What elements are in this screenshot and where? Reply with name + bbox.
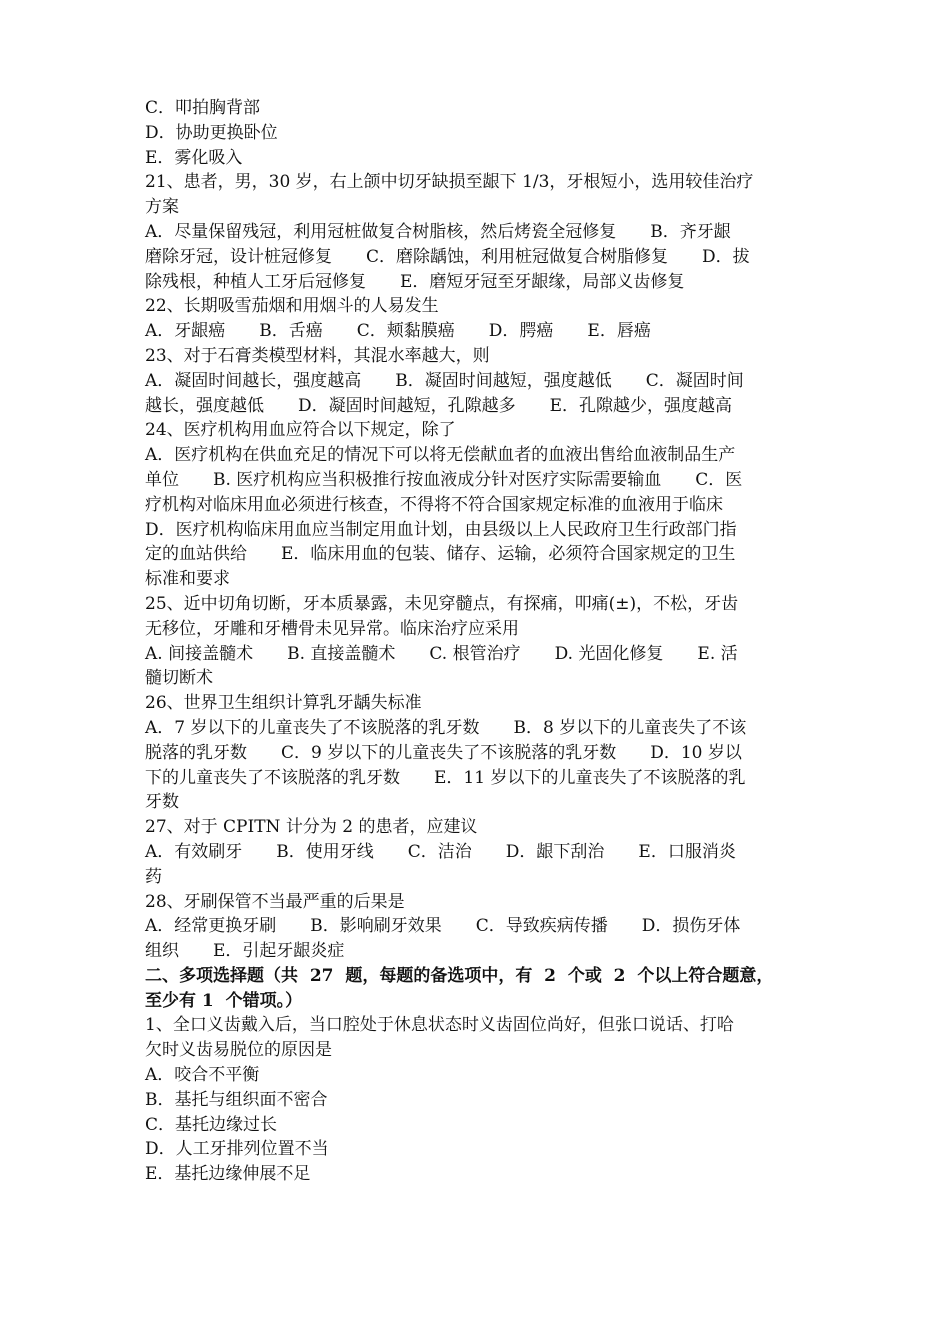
- question-options: A．有效刷牙 B．使用牙线 C．洁治 D．龈下刮治 E．口服消炎: [145, 841, 736, 862]
- question-stem: 22、长期吸雪茄烟和用烟斗的人易发生: [145, 296, 439, 317]
- question-options: 脱落的乳牙数 C．9 岁以下的儿童丧失了不该脱落的乳牙数 D．10 岁以: [145, 742, 742, 763]
- option-line: E．雾化吸入: [145, 147, 243, 168]
- option-line: D．人工牙排列位置不当: [145, 1139, 329, 1160]
- question-23: [145, 344, 810, 418]
- question-options: 除残根，种植人工牙后冠修复 E．磨短牙冠至牙龈缘，局部义齿修复: [145, 271, 685, 292]
- question-options: A．经常更换牙刷 B．影响刷牙效果 C．导致疾病传播 D．损伤牙体: [145, 916, 741, 937]
- question-options: 髓切断术: [145, 668, 213, 689]
- question-options: 磨除牙冠，设计桩冠修复 C．磨除龋蚀，利用桩冠做复合树脂修复 D．拔: [145, 246, 750, 267]
- question-options: 药: [145, 866, 162, 887]
- question-stem: 21、患者，男，30 岁，右上颌中切牙缺损至龈下 1/3，牙根短小，选用较佳治疗: [145, 172, 754, 193]
- question-stem: 无移位，牙雕和牙槽骨未见异常。临床治疗应采用: [145, 618, 519, 639]
- question-options: 单位 B. 医疗机构应当积极推行按血液成分针对医疗实际需要输血 C．医: [145, 469, 743, 490]
- question-27: [145, 815, 810, 889]
- question-options: 牙数: [145, 792, 179, 813]
- option-line: E．基托边缘伸展不足: [145, 1164, 311, 1185]
- question-28: [145, 890, 810, 964]
- question-options: 定的血站供给 E．临床用血的包装、储存、运输，必须符合国家规定的卫生: [145, 544, 736, 565]
- option-line: C．基托边缘过长: [145, 1114, 278, 1135]
- question-22: [145, 294, 810, 344]
- question-stem: 24、医疗机构用血应符合以下规定，除了: [145, 420, 456, 441]
- question-stem: 27、对于 CPITN 计分为 2 的患者，应建议: [145, 817, 478, 838]
- question-options: 标准和要求: [145, 569, 230, 590]
- question-stem: 1、全口义齿戴入后，当口腔处于休息状态时义齿固位尚好，但张口说话、打哈: [145, 1015, 734, 1036]
- question-21: [145, 170, 810, 294]
- question-options: D．医疗机构临床用血应当制定用血计划，由县级以上人民政府卫生行政部门指: [145, 519, 737, 540]
- question-options: 组织 E．引起牙龈炎症: [145, 941, 345, 962]
- question-options: A．尽量保留残冠，利用冠桩做复合树脂核，然后烤瓷全冠修复 B．齐牙龈: [145, 221, 731, 242]
- question-options: A．医疗机构在供血充足的情况下可以将无偿献血者的血液出售给血液制品生产: [145, 445, 736, 466]
- question-stem: 26、世界卫生组织计算乳牙龋失标准: [145, 693, 422, 714]
- question-options: A. 间接盖髓术 B. 直接盖髓术 C. 根管治疗 D. 光固化修复 E. 活: [145, 643, 738, 664]
- question-25: [145, 592, 810, 691]
- question-24: [145, 418, 810, 592]
- previous-question-options: [145, 96, 810, 170]
- multi-question-1: [145, 1013, 810, 1187]
- question-options: A．7 岁以下的儿童丧失了不该脱落的乳牙数 B．8 岁以下的儿童丧失了不该: [145, 717, 747, 738]
- question-options: A．牙龈癌 B．舌癌 C．颊黏膜癌 D．腭癌 E．唇癌: [145, 321, 651, 342]
- question-options: 越长，强度越低 D．凝固时间越短，孔隙越多 E．孔隙越少，强度越高: [145, 395, 733, 416]
- question-stem: 欠时义齿易脱位的原因是: [145, 1040, 332, 1061]
- section-heading-line: 至少有 1 个错项。）: [145, 990, 303, 1011]
- question-stem: 方案: [145, 197, 179, 218]
- question-26: [145, 691, 810, 815]
- question-stem: 28、牙刷保管不当最严重的后果是: [145, 891, 405, 912]
- question-options: A．凝固时间越长，强度越高 B．凝固时间越短，强度越低 C．凝固时间: [145, 370, 744, 391]
- question-options: 下的儿童丧失了不该脱落的乳牙数 E．11 岁以下的儿童丧失了不该脱落的乳: [145, 767, 746, 788]
- option-line: A．咬合不平衡: [145, 1065, 260, 1086]
- question-options: 疗机构对临床用血必须进行核查，不得将不符合国家规定标准的血液用于临床: [145, 494, 723, 515]
- question-stem: 23、对于石膏类模型材料，其混水率越大，则: [145, 345, 490, 366]
- option-line: C．叩拍胸背部: [145, 98, 261, 118]
- section-heading: [145, 964, 810, 1014]
- section-heading-line: 二、多项选择题（共 27 题，每题的备选项中，有 2 个或 2 个以上符合题意，: [145, 965, 774, 986]
- document-page: [145, 96, 810, 1187]
- question-stem: 25、近中切角切断，牙本质暴露，未见穿髓点，有探痛，叩痛(±)，不松，牙齿: [145, 593, 739, 614]
- option-line: B．基托与组织面不密合: [145, 1089, 328, 1110]
- option-line: D．协助更换卧位: [145, 122, 278, 143]
